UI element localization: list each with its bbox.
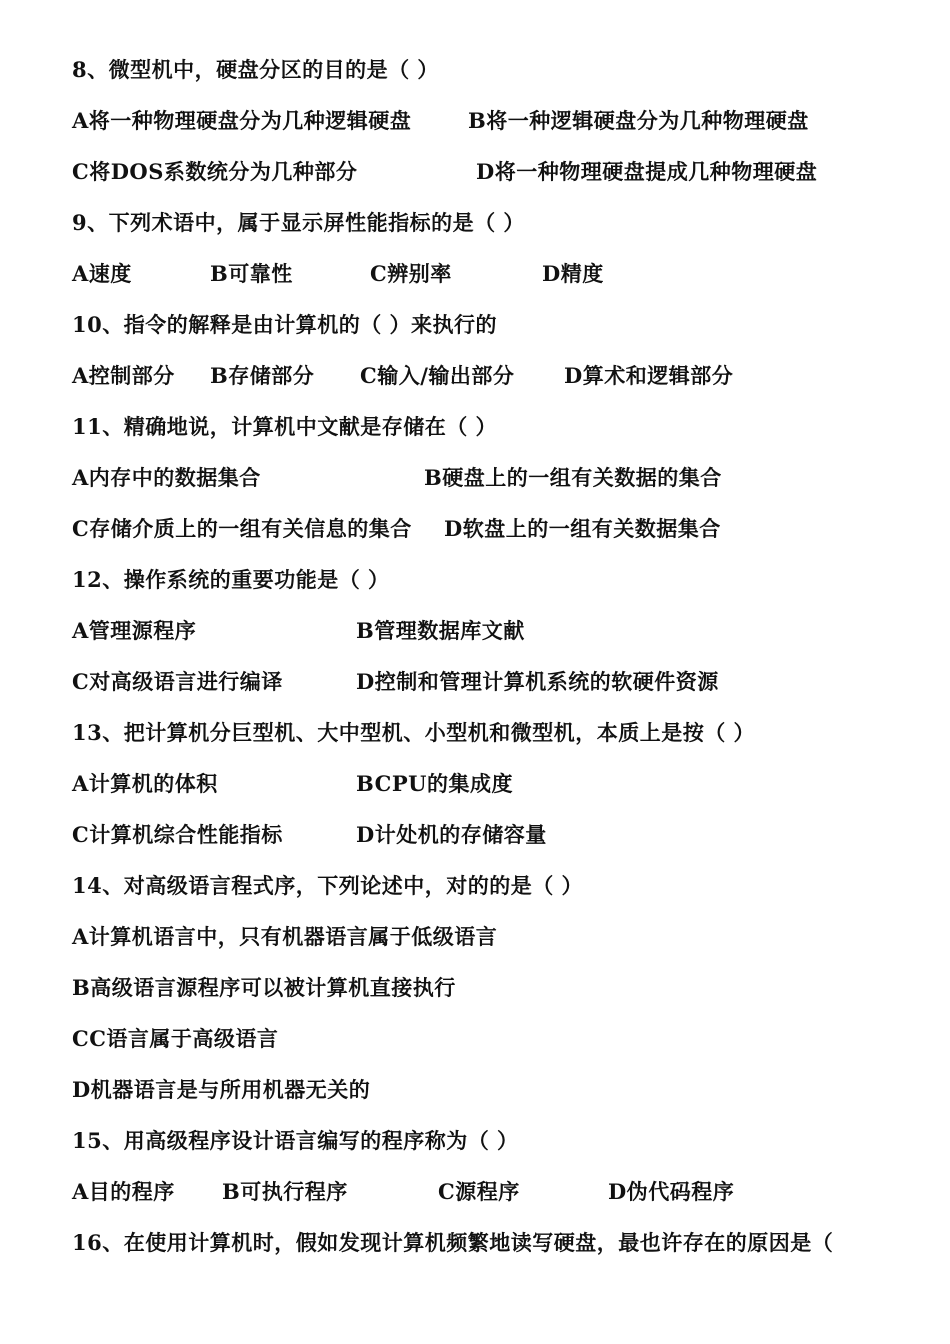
question-9-option-a: A速度 xyxy=(72,261,132,286)
question-13-options-row-1 xyxy=(72,764,932,815)
question-10-stem: 10、指令的解释是由计算机的（ ）来执行的 xyxy=(72,312,498,337)
question-8-options-row-1 xyxy=(72,101,932,152)
question-13-option-d: D计处机的存储容量 xyxy=(356,822,547,847)
question-14-option-a xyxy=(72,917,932,968)
question-10-option-c: C输入/输出部分 xyxy=(360,363,515,388)
question-15-option-b: B可执行程序 xyxy=(222,1179,348,1204)
question-13-options-row-2 xyxy=(72,815,932,866)
question-14-option-b-text: B高级语言源程序可以被计算机直接执行 xyxy=(72,975,456,1000)
question-15-stem: 15、用高级程序设计语言编写的程序称为（ ） xyxy=(72,1128,519,1153)
question-10-option-d: D算术和逻辑部分 xyxy=(564,363,734,388)
question-12-stem: 12、操作系统的重要功能是（ ） xyxy=(72,567,390,592)
question-15-option-c: C源程序 xyxy=(438,1179,520,1204)
question-12-option-b: B管理数据库文献 xyxy=(356,618,525,643)
question-8-option-d: D将一种物理硬盘提成几种物理硬盘 xyxy=(476,159,818,184)
question-11-option-b: B硬盘上的一组有关数据的集合 xyxy=(424,465,722,490)
question-9-options-row xyxy=(72,254,932,305)
question-12-option-a: A管理源程序 xyxy=(72,618,197,643)
question-13-option-c: C计算机综合性能指标 xyxy=(72,822,283,847)
question-10-options-row xyxy=(72,356,932,407)
question-13-option-a: A计算机的体积 xyxy=(72,771,218,796)
question-12-options-row-1 xyxy=(72,611,932,662)
question-12-option-c: C对高级语言进行编译 xyxy=(72,669,283,694)
question-14-option-c xyxy=(72,1019,932,1070)
question-14-option-b xyxy=(72,968,932,1019)
question-8-option-c: C将DOS系数统分为几种部分 xyxy=(72,159,358,184)
question-10-option-b: B存储部分 xyxy=(210,363,315,388)
question-9-stem: 9、下列术语中，属于显示屏性能指标的是（ ） xyxy=(72,210,525,235)
question-14-option-d xyxy=(72,1070,932,1121)
question-8-option-a: A将一种物理硬盘分为几种逻辑硬盘 xyxy=(72,108,412,133)
question-11-stem: 11、精确地说，计算机中文献是存储在（ ） xyxy=(72,414,498,439)
question-13-stem: 13、把计算机分巨型机、大中型机、小型机和微型机，本质上是按（ ） xyxy=(72,720,756,745)
question-14-option-d-text: D机器语言是与所用机器无关的 xyxy=(72,1077,371,1102)
question-12-options-row-2 xyxy=(72,662,932,713)
question-11-option-c: C存储介质上的一组有关信息的集合 xyxy=(72,516,412,541)
question-11-option-d: D软盘上的一组有关数据集合 xyxy=(444,516,721,541)
question-9-option-c: C辨别率 xyxy=(370,261,452,286)
question-15-option-d: D伪代码程序 xyxy=(608,1179,735,1204)
question-10-option-a: A控制部分 xyxy=(72,363,175,388)
question-13-option-b: BCPU的集成度 xyxy=(356,771,513,796)
question-8-option-b: B将一种逻辑硬盘分为几种物理硬盘 xyxy=(468,108,809,133)
question-15-option-a: A目的程序 xyxy=(72,1179,175,1204)
question-14-option-a-text: A计算机语言中，只有机器语言属于低级语言 xyxy=(72,924,498,949)
question-11-option-a: A内存中的数据集合 xyxy=(72,465,261,490)
document-page xyxy=(72,50,932,1274)
question-14-stem: 14、对高级语言程式序，下列论述中，对的的是（ ） xyxy=(72,873,584,898)
question-12-option-d: D控制和管理计算机系统的软硬件资源 xyxy=(356,669,719,694)
question-9-option-b: B可靠性 xyxy=(210,261,293,286)
question-15-options-row xyxy=(72,1172,932,1223)
question-8-stem: 8、微型机中，硬盘分区的目的是（ ） xyxy=(72,57,439,82)
question-11-options-row-1 xyxy=(72,458,932,509)
question-9-option-d: D精度 xyxy=(542,261,604,286)
question-16-stem: 16、在使用计算机时，假如发现计算机频繁地读写硬盘，最也许存在的原因是（ xyxy=(72,1230,834,1255)
question-8-options-row-2 xyxy=(72,152,932,203)
question-11-options-row-2 xyxy=(72,509,932,560)
question-14-option-c-text: CC语言属于高级语言 xyxy=(72,1026,279,1051)
